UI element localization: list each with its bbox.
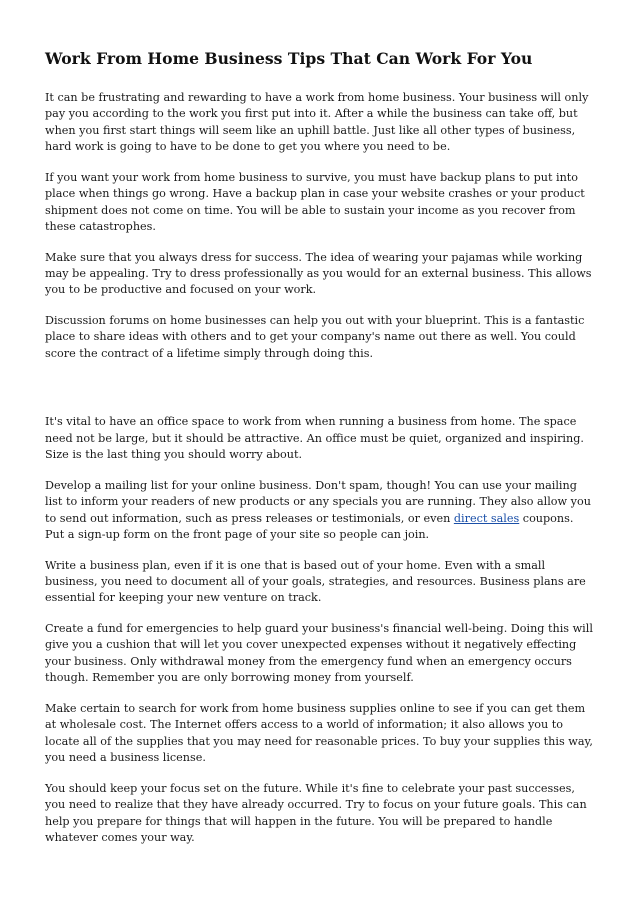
paragraph-emergency-fund: Create a fund for emergencies to help guard your business's financial well-being. Doing this will give you a cushion that will let you cover unexpected expenses without it negatively effecting your business. Only withdrawal money from the emergency fund when an emergency occurs though. Remember you are only borrowing money from yourself.: [45, 622, 593, 685]
paragraph-supplies: Make certain to search for work from home business supplies online to see if you can get them at wholesale cost. The Internet offers access to a world of information; it also allows you to locate all of the supplies that you may need for reasonable prices. To buy your supplies this way, you need a business license.: [45, 701, 593, 765]
document-page: [45, 48, 595, 861]
direct-sales-link[interactable]: direct sales: [453, 511, 520, 525]
paragraph-discussion-forums: Discussion forums on home businesses can help you out with your blueprint. This is a fantastic place to share ideas with others and to get your company's name out there as well. You could score the contract of a lifetime simply through doing this.: [45, 314, 585, 360]
paragraph-backup-plans: If you want your work from home business to survive, you must have backup plans to put into place when things go wrong. Have a backup plan in case your website crashes or your product shipment does not come on time. You will be able to sustain your income as you recover from these catastrophes.: [45, 170, 585, 234]
mailing-text-after: coupons. Put a sign-up form on the front page of your site so people can join.: [45, 511, 574, 542]
paragraph-office-space: It's vital to have an office space to work from when running a business from home. The space need not be large, but it should be attractive. An office must be quiet, organized and inspiring. Size is the last thing you should worry about.: [45, 415, 584, 462]
mailing-text-before: Develop a mailing list for your online business. Don't spam, though! You can use your mailing list to inform your readers of new products or any specials you are running. They also allow you to send out information, such as press releases or testimonials, or even: [45, 478, 591, 525]
paragraph-mailing-list: [45, 478, 595, 544]
document-title: Work From Home Business Tips That Can Work For You: [45, 49, 533, 68]
paragraph-intro: It can be frustrating and rewarding to have a work from home business. Your business will only pay you according to the work you first put into it. After a while the business can take off, but when you first start things will seem like an uphill battle. Just like all other types of business, hard work is going to have to be done to get you where you need to be.: [45, 91, 589, 154]
paragraph-future-focus: You should keep your focus set on the future. While it's fine to celebrate your past successes, you need to realize that they have already occurred. Try to focus on your future goals. This can help you prepare for things that will happen in the future. You will be prepared to handle whatever comes your way.: [45, 781, 587, 844]
paragraph-dress-for-success: Make sure that you always dress for success. The idea of wearing your pajamas while working may be appealing. Try to dress professionally as you would for an external business. This allows you to be productive and focused on your work.: [45, 250, 592, 297]
blank-gap: [45, 376, 595, 414]
paragraph-business-plan: Write a business plan, even if it is one that is based out of your home. Even with a small business, you need to document all of your goals, strategies, and resources. Business plans are essential for keeping your new venture on track.: [45, 558, 586, 605]
